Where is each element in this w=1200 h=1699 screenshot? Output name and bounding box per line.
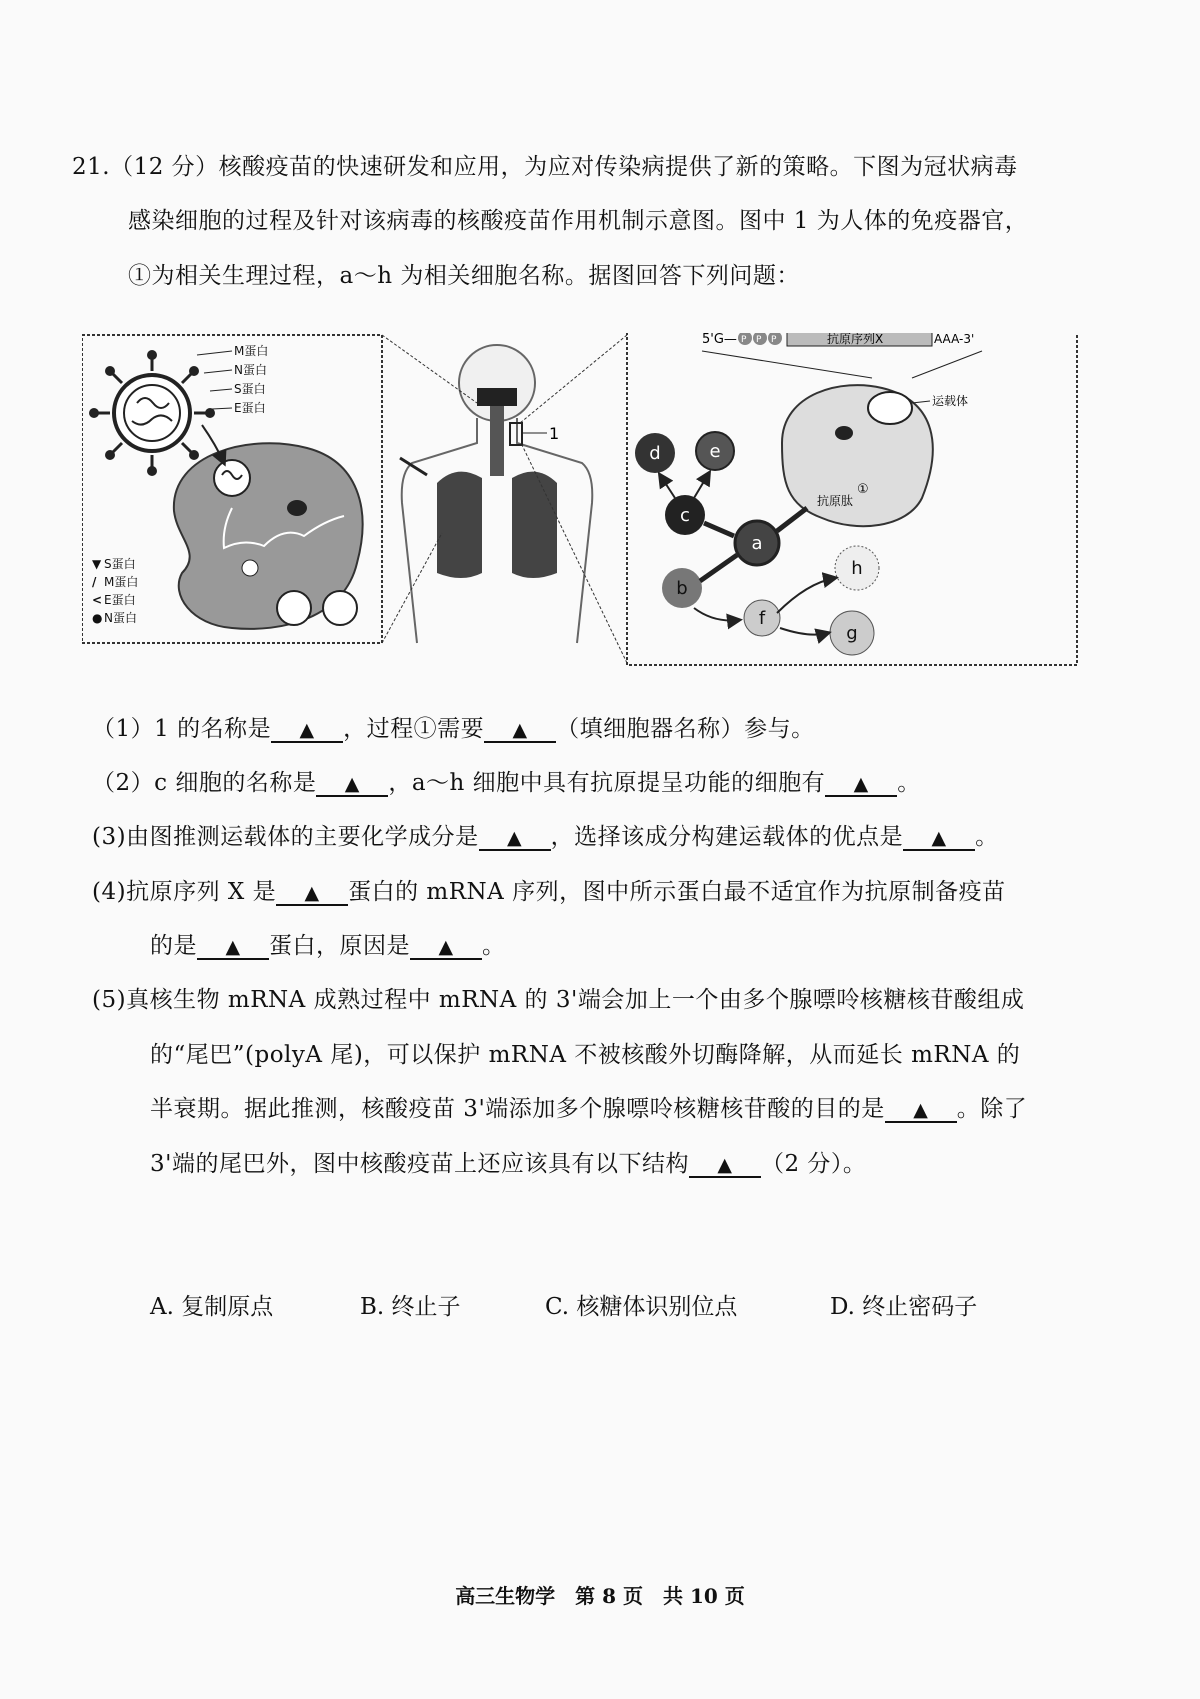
svg-text:●: ● — [92, 611, 103, 625]
subquestion-5-line1: (5)真核生物 mRNA 成熟过程中 mRNA 的 3'端会加上一个由多个腺嘌呤核糖核苷酸组成 — [92, 987, 1025, 1013]
subquestion-5-line2: 的“尾巴”(polyA 尾)，可以保护 mRNA 不被核酸外切酶降解，从而延长 mRNA 的 — [150, 1042, 1021, 1068]
left-legend — [92, 557, 138, 625]
option-c[interactable]: C. 核糖体识别位点 — [545, 1294, 738, 1320]
answer-blank-2a[interactable]: ▲ — [316, 773, 388, 797]
answer-blank-1a[interactable]: ▲ — [271, 719, 343, 743]
mrna-3prime: AAA-3' — [934, 333, 975, 346]
subquestion-5-line4: 3'端的尾巴外，图中核酸疫苗上还应该具有以下结构 ▲ （2 分）。 — [150, 1151, 867, 1177]
vaccine-mechanism-figure — [82, 333, 1082, 733]
question-number: 21. — [72, 154, 111, 180]
svg-text:a: a — [751, 533, 763, 554]
svg-text:d: d — [649, 443, 661, 464]
svg-text:P: P — [771, 335, 777, 345]
question-intro-line1: 21.（12 分）核酸疫苗的快速研发和应用，为应对传染病提供了新的策略。下图为冠状病毒 — [72, 154, 1018, 180]
option-d[interactable]: D. 终止密码子 — [830, 1294, 978, 1320]
svg-text:g: g — [846, 623, 858, 644]
process-label: ① — [857, 482, 869, 497]
protein-label-n: N蛋白 — [234, 363, 267, 377]
answer-blank-5a[interactable]: ▲ — [885, 1099, 957, 1123]
subquestion-5-line3: 半衰期。据此推测，核酸疫苗 3'端添加多个腺嘌呤核糖核苷酸的目的是 ▲ 。除了 — [150, 1096, 1028, 1122]
organ-label-1: 1 — [549, 424, 560, 443]
answer-blank-3a[interactable]: ▲ — [479, 827, 551, 851]
svg-text:h: h — [851, 558, 863, 579]
answer-blank-2b[interactable]: ▲ — [825, 773, 897, 797]
svg-text:P: P — [756, 335, 762, 345]
answer-blank-4a[interactable]: ▲ — [276, 882, 348, 906]
answer-blank-3b[interactable]: ▲ — [903, 827, 975, 851]
protein-label-m: M蛋白 — [234, 344, 269, 358]
svg-text:M蛋白: M蛋白 — [104, 575, 139, 589]
antigen-sequence-label: 抗原序列X — [827, 333, 884, 346]
svg-text:b: b — [676, 578, 688, 599]
mrna-5prime: 5'G— — [702, 333, 737, 347]
vector-label: 运载体 — [932, 394, 969, 408]
option-b[interactable]: B. 终止子 — [360, 1294, 461, 1320]
answer-blank-4c[interactable]: ▲ — [410, 936, 482, 960]
question-intro-line3: ①为相关生理过程，a～h 为相关细胞名称。据图回答下列问题： — [128, 263, 800, 289]
svg-text:P: P — [741, 335, 747, 345]
virus-icon — [89, 350, 215, 476]
protein-label-e: E蛋白 — [234, 401, 266, 415]
question-score: （12 分） — [110, 154, 219, 180]
endosome-icon — [214, 460, 250, 496]
answer-blank-5b[interactable]: ▲ — [689, 1154, 761, 1178]
question-intro-line2: 感染细胞的过程及针对该病毒的核酸疫苗作用机制示意图。图中 1 为人体的免疫器官， — [128, 208, 1029, 234]
answer-blank-4b[interactable]: ▲ — [197, 936, 269, 960]
svg-text:S蛋白: S蛋白 — [104, 557, 136, 571]
subquestion-3: (3)由图推测运载体的主要化学成分是 ▲ ，选择该成分构建运载体的优点是 ▲ 。 — [92, 824, 999, 850]
page-footer: 高三生物学 第 8 页 共 10 页 — [455, 1584, 745, 1608]
svg-text:N蛋白: N蛋白 — [104, 611, 137, 625]
released-virus-icon — [323, 591, 357, 625]
svg-text:c: c — [680, 505, 690, 526]
subquestion-4-line1: (4)抗原序列 X 是 ▲ 蛋白的 mRNA 序列，图中所示蛋白最不适宜作为抗原制备疫苗 — [92, 879, 1006, 905]
vector-icon — [868, 392, 912, 424]
option-a[interactable]: A. 复制原点 — [150, 1294, 274, 1320]
left-panel-virus-infection — [82, 335, 382, 643]
svg-text:E蛋白: E蛋白 — [104, 593, 136, 607]
subquestion-1: （1）1 的名称是 ▲ ，过程①需要 ▲ （填细胞器名称）参与。 — [92, 716, 815, 742]
subquestion-4-line2: 的是 ▲ 蛋白，原因是 ▲ 。 — [150, 933, 506, 959]
antigen-peptide-label: 抗原肽 — [817, 494, 854, 508]
svg-text:/: / — [92, 575, 97, 589]
svg-text:e: e — [709, 441, 721, 462]
subquestion-2: （2）c 细胞的名称是 ▲ ，a～h 细胞中具有抗原提呈功能的细胞有 ▲ 。 — [92, 770, 921, 796]
svg-text:▼: ▼ — [92, 557, 102, 571]
new-virus-icon — [277, 591, 311, 625]
answer-blank-1b[interactable]: ▲ — [484, 719, 556, 743]
svg-text:<: < — [92, 593, 103, 607]
protein-label-s: S蛋白 — [234, 382, 266, 396]
right-panel-vaccine-mechanism — [627, 333, 1077, 665]
svg-text:f: f — [758, 608, 766, 629]
human-body-figure — [382, 335, 627, 663]
